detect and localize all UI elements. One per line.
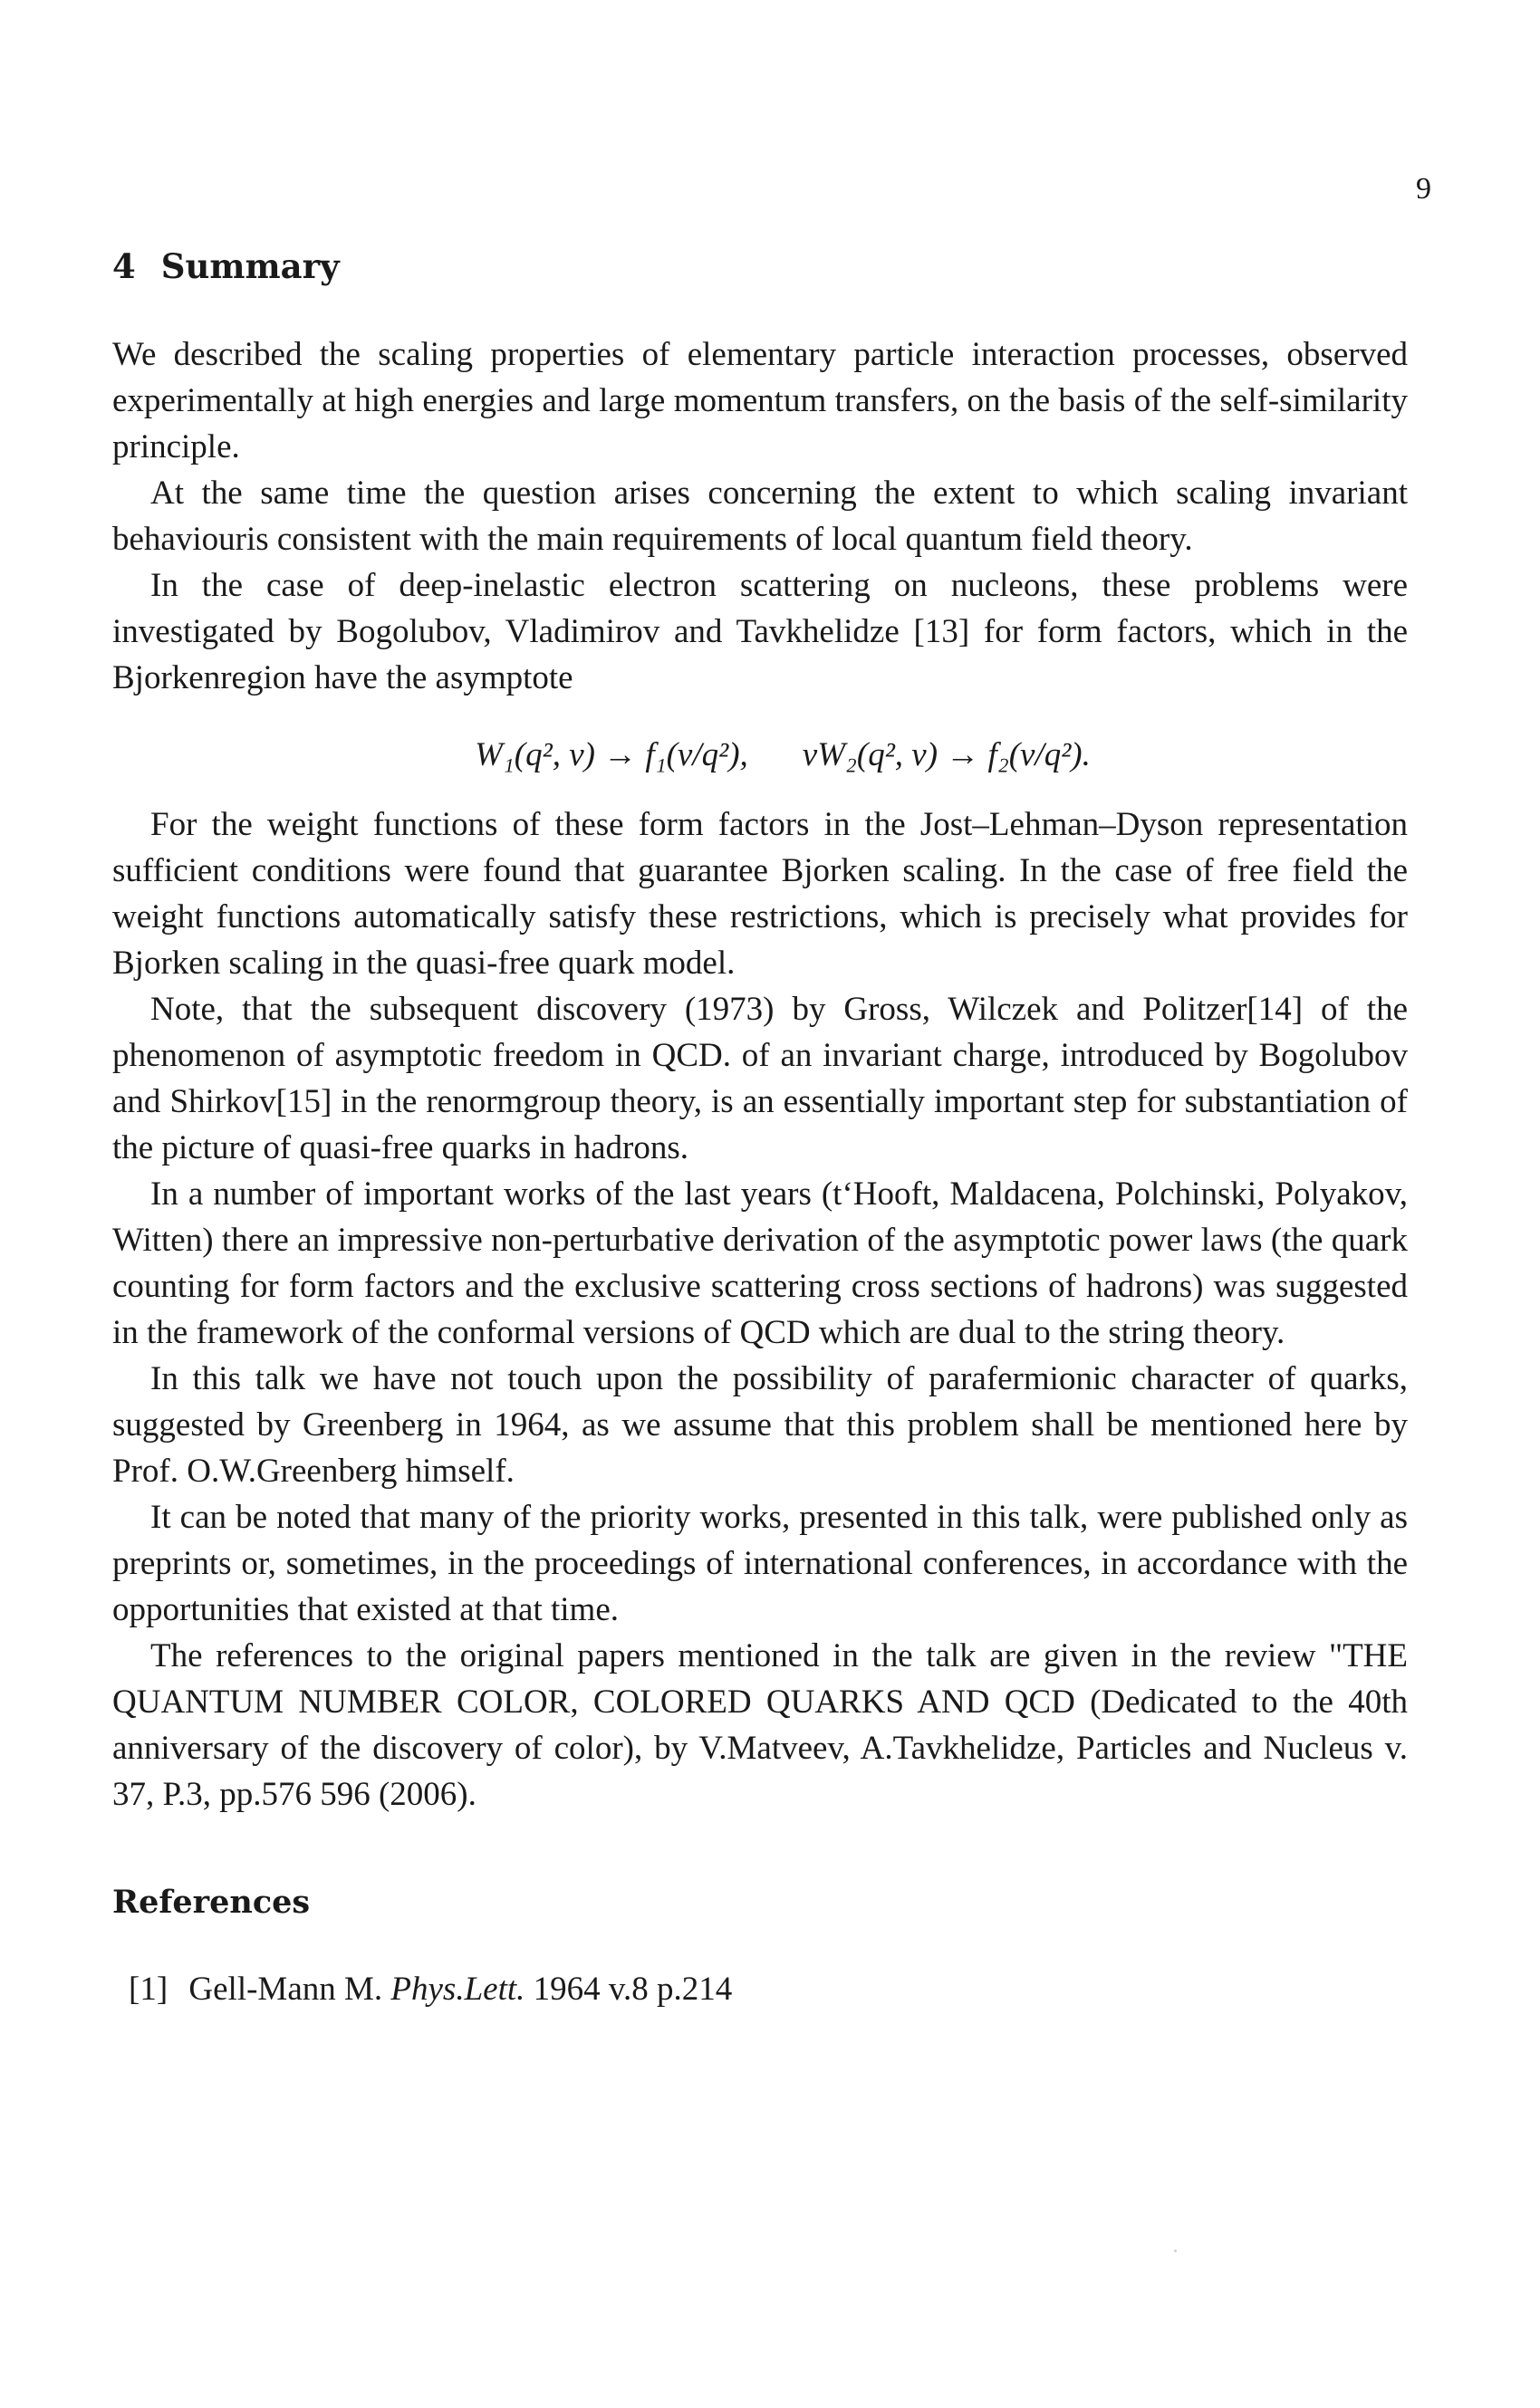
section-title: Summary bbox=[160, 246, 340, 286]
paragraph-3: In the case of deep-inelastic electron scattering on nucleons, these problems were investigated by Bogolubov, Vladimirov and Tavkhelidze [13] for form factors, which in the Bjorkenregion have the asymptote bbox=[112, 567, 1408, 696]
reference-item bbox=[129, 1966, 1408, 2012]
paragraph-6: In a number of important works of the last years (t‘Hooft, Maldacena, Polchinski, Polyakov, Witten) there an impressive non-perturbative derivation of the asymptotic power laws (the quark counting for form factors and the exclusive scattering cross sections of hadrons) was suggested in the framework of the conformal versions of QCD which are dual to the string theory. bbox=[112, 1175, 1408, 1351]
section-number: 4 bbox=[112, 246, 136, 286]
paper-body bbox=[112, 246, 1408, 2012]
references-heading: References bbox=[112, 1884, 311, 1921]
paragraph-1: We described the scaling properties of elementary particle interaction processes, observed experimentally at high energies and large momentum transfers, on the basis of the self-similarity principle. bbox=[112, 336, 1408, 465]
section-heading bbox=[112, 246, 1408, 286]
paragraph-4: For the weight functions of these form factors in the Jost–Lehman–Dyson representation sufficient conditions were found that guarantee Bjorken scaling. In the case of free field the weight functions automatically satisfy these restrictions, which is precisely what provides for Bjorken scaling in the quasi-free quark model. bbox=[112, 806, 1408, 982]
paragraph-5: Note, that the subsequent discovery (1973) by Gross, Wilczek and Politzer[14] of the phenomenon of asymptotic freedom in QCD. of an invariant charge, introduced by Bogolubov and Shirkov[15] in the renormgroup theory, is an essentially important step for substantiation of the picture of quasi-free quarks in hadrons. bbox=[112, 991, 1408, 1166]
paragraph-2: At the same time the question arises concerning the extent to which scaling invariant behaviouris consistent with the main requirements of local quantum field theory. bbox=[112, 475, 1408, 558]
reference-author: Gell-Mann M. bbox=[188, 1971, 383, 2008]
reference-label: [1] bbox=[129, 1971, 168, 2008]
paragraph-7: In this talk we have not touch upon the possibility of parafermionic character of quarks, suggested by Greenberg in 1964, as we assume that this problem shall be mentioned here by Prof. O.W.Greenberg himself. bbox=[112, 1360, 1408, 1490]
scan-speck bbox=[1174, 2250, 1177, 2252]
reference-details: 1964 v.8 p.214 bbox=[533, 1971, 733, 2008]
reference-journal: Phys.Lett. bbox=[390, 1971, 525, 2008]
equation-left: W₁(q², v) → f₁(v/q²), bbox=[475, 736, 748, 773]
paragraph-9: The references to the original papers mentioned in the talk are given in the review "THE QUANTUM NUMBER COLOR, COLORED QUARKS AND QCD (Dedicated to the 40th anniversary of the discovery of color), by V.Matveev, A.Tavkhelidze, Particles and Nucleus v. 37, P.3, pp.576 596 (2006). bbox=[112, 1637, 1408, 1813]
page-number: 9 bbox=[1416, 172, 1431, 206]
equation-asymptote bbox=[112, 732, 1408, 778]
equation-right: vW₂(q², v) → f₂(v/q²). bbox=[802, 736, 1091, 773]
paragraph-8: It can be noted that many of the priority works, presented in this talk, were published only as preprints or, sometimes, in the proceedings of international conferences, in accordance with the opportunities that existed at that time. bbox=[112, 1499, 1408, 1628]
